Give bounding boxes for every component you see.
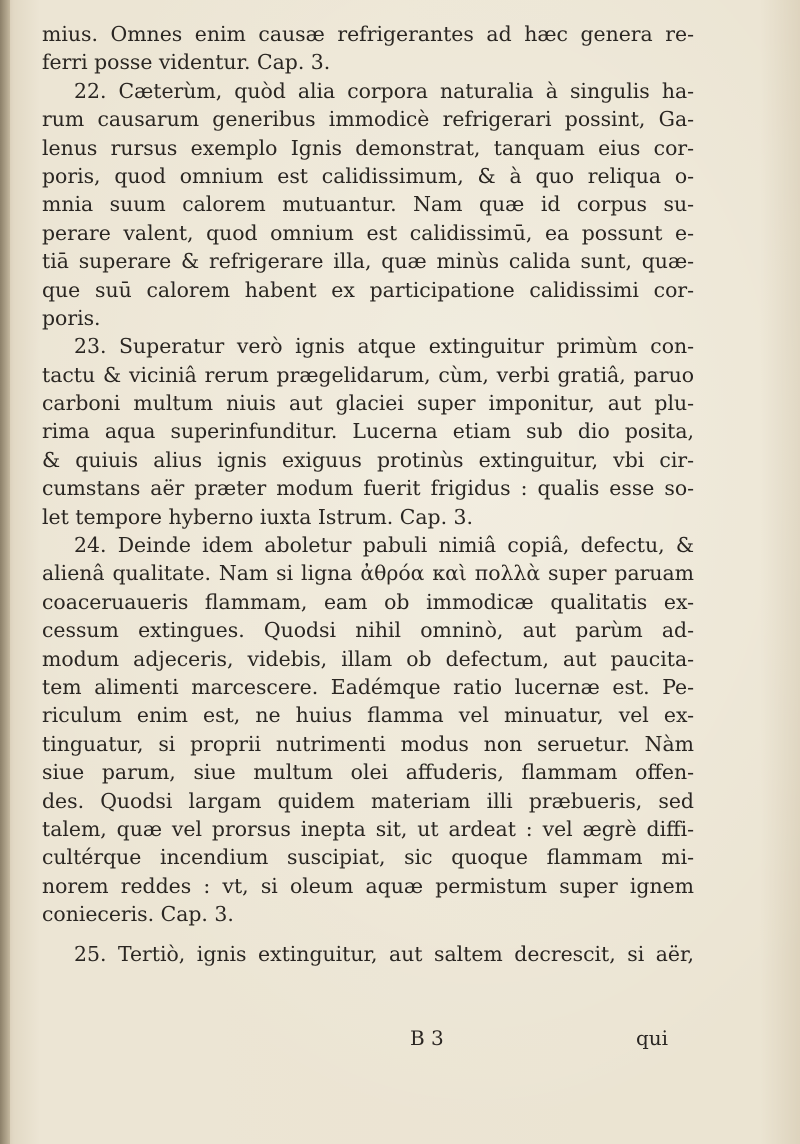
text-line: lenus rursus exemplo Ignis demonstrat, tanquam eius cor-	[42, 135, 694, 160]
text-line: ferri posse videntur. Cap. 3.	[42, 50, 331, 75]
text-line: alienâ qualitate. Nam si ligna ἀθρόα καὶ πολλὰ super paruam	[42, 561, 694, 586]
text-line: mius. Omnes enim causæ refrigerantes ad hæc genera re-	[42, 22, 694, 46]
text-line: tinguatur, si proprii nutrimenti modus non seruetur. Nàm	[42, 731, 694, 756]
text-line: let tempore hyberno iuxta Istrum. Cap. 3.	[42, 504, 474, 529]
text-line: 23. Superatur verò ignis atque extinguitur primùm con-	[74, 334, 694, 359]
text-line: rima aqua superinfunditur. Lucerna etiam sub dio posita,	[42, 419, 694, 444]
text-line: coaceruaueris flammam, eam ob immodicæ qualitatis ex-	[42, 589, 694, 614]
paragraph-gap	[42, 929, 694, 940]
text-line: & quiuis alius ignis exiguus protinùs extinguitur, vbi cir-	[42, 447, 694, 472]
text-line: siue parum, siue multum olei affuderis, flammam offen-	[42, 760, 694, 785]
text-line: norem reddes : vt, si oleum aquæ permistum super ignem	[42, 873, 694, 898]
text-line: carboni multum niuis aut glaciei super imponitur, aut plu-	[42, 391, 694, 416]
body-text	[42, 20, 694, 968]
text-line: que suū calorem habent ex participatione calidissimi cor-	[42, 277, 694, 302]
page-gutter-shadow	[0, 0, 10, 1144]
text-line: 24. Deinde idem aboletur pabuli nimiâ copiâ, defectu, &	[74, 533, 694, 558]
text-line: tem alimenti marcescere. Eadémque ratio lucernæ est. Pe-	[42, 674, 694, 699]
text-line: mnia suum calorem mutuantur. Nam quæ id corpus su-	[42, 192, 694, 217]
text-line: cessum extingues. Quodsi nihil omninò, aut parùm ad-	[42, 618, 694, 643]
text-line: rum causarum generibus immodicè refrigerari possint, Ga-	[42, 107, 694, 132]
text-line: tactu & viciniâ rerum prægelidarum, cùm, verbi gratiâ, paruo	[42, 362, 694, 387]
text-line: conieceris. Cap. 3.	[42, 902, 234, 927]
text-line: 22. Cæterùm, quòd alia corpora naturalia à singulis ha-	[74, 78, 694, 103]
text-line: cumstans aër præter modum fuerit frigidus : qualis esse so-	[42, 476, 694, 501]
text-line: riculum enim est, ne huius flamma vel minuatur, vel ex-	[42, 703, 694, 728]
text-line: des. Quodsi largam quidem materiam illi præbueris, sed	[42, 788, 694, 813]
signature-mark: B 3	[410, 1026, 444, 1050]
catchword: qui	[636, 1026, 669, 1050]
text-line: modum adjeceris, videbis, illam ob defectum, aut paucita-	[42, 646, 694, 671]
text-line: 25. Tertiò, ignis extinguitur, aut saltem decrescit, si aër,	[74, 941, 694, 966]
text-line: perare valent, quod omnium est calidissimū, ea possunt e-	[42, 220, 694, 245]
text-line: tiā superare & refrigerare illa, quæ minùs calida sunt, quæ-	[42, 249, 694, 274]
text-line: poris, quod omnium est calidissimum, & à quo reliqua o-	[42, 163, 694, 188]
text-line: talem, quæ vel prorsus inepta sit, ut ardeat : vel ægrè diffi-	[42, 816, 694, 841]
text-line: cultérque incendium suscipiat, sic quoque flammam mi-	[42, 845, 694, 870]
page-footer	[0, 1026, 800, 1056]
text-line: poris.	[42, 305, 101, 330]
